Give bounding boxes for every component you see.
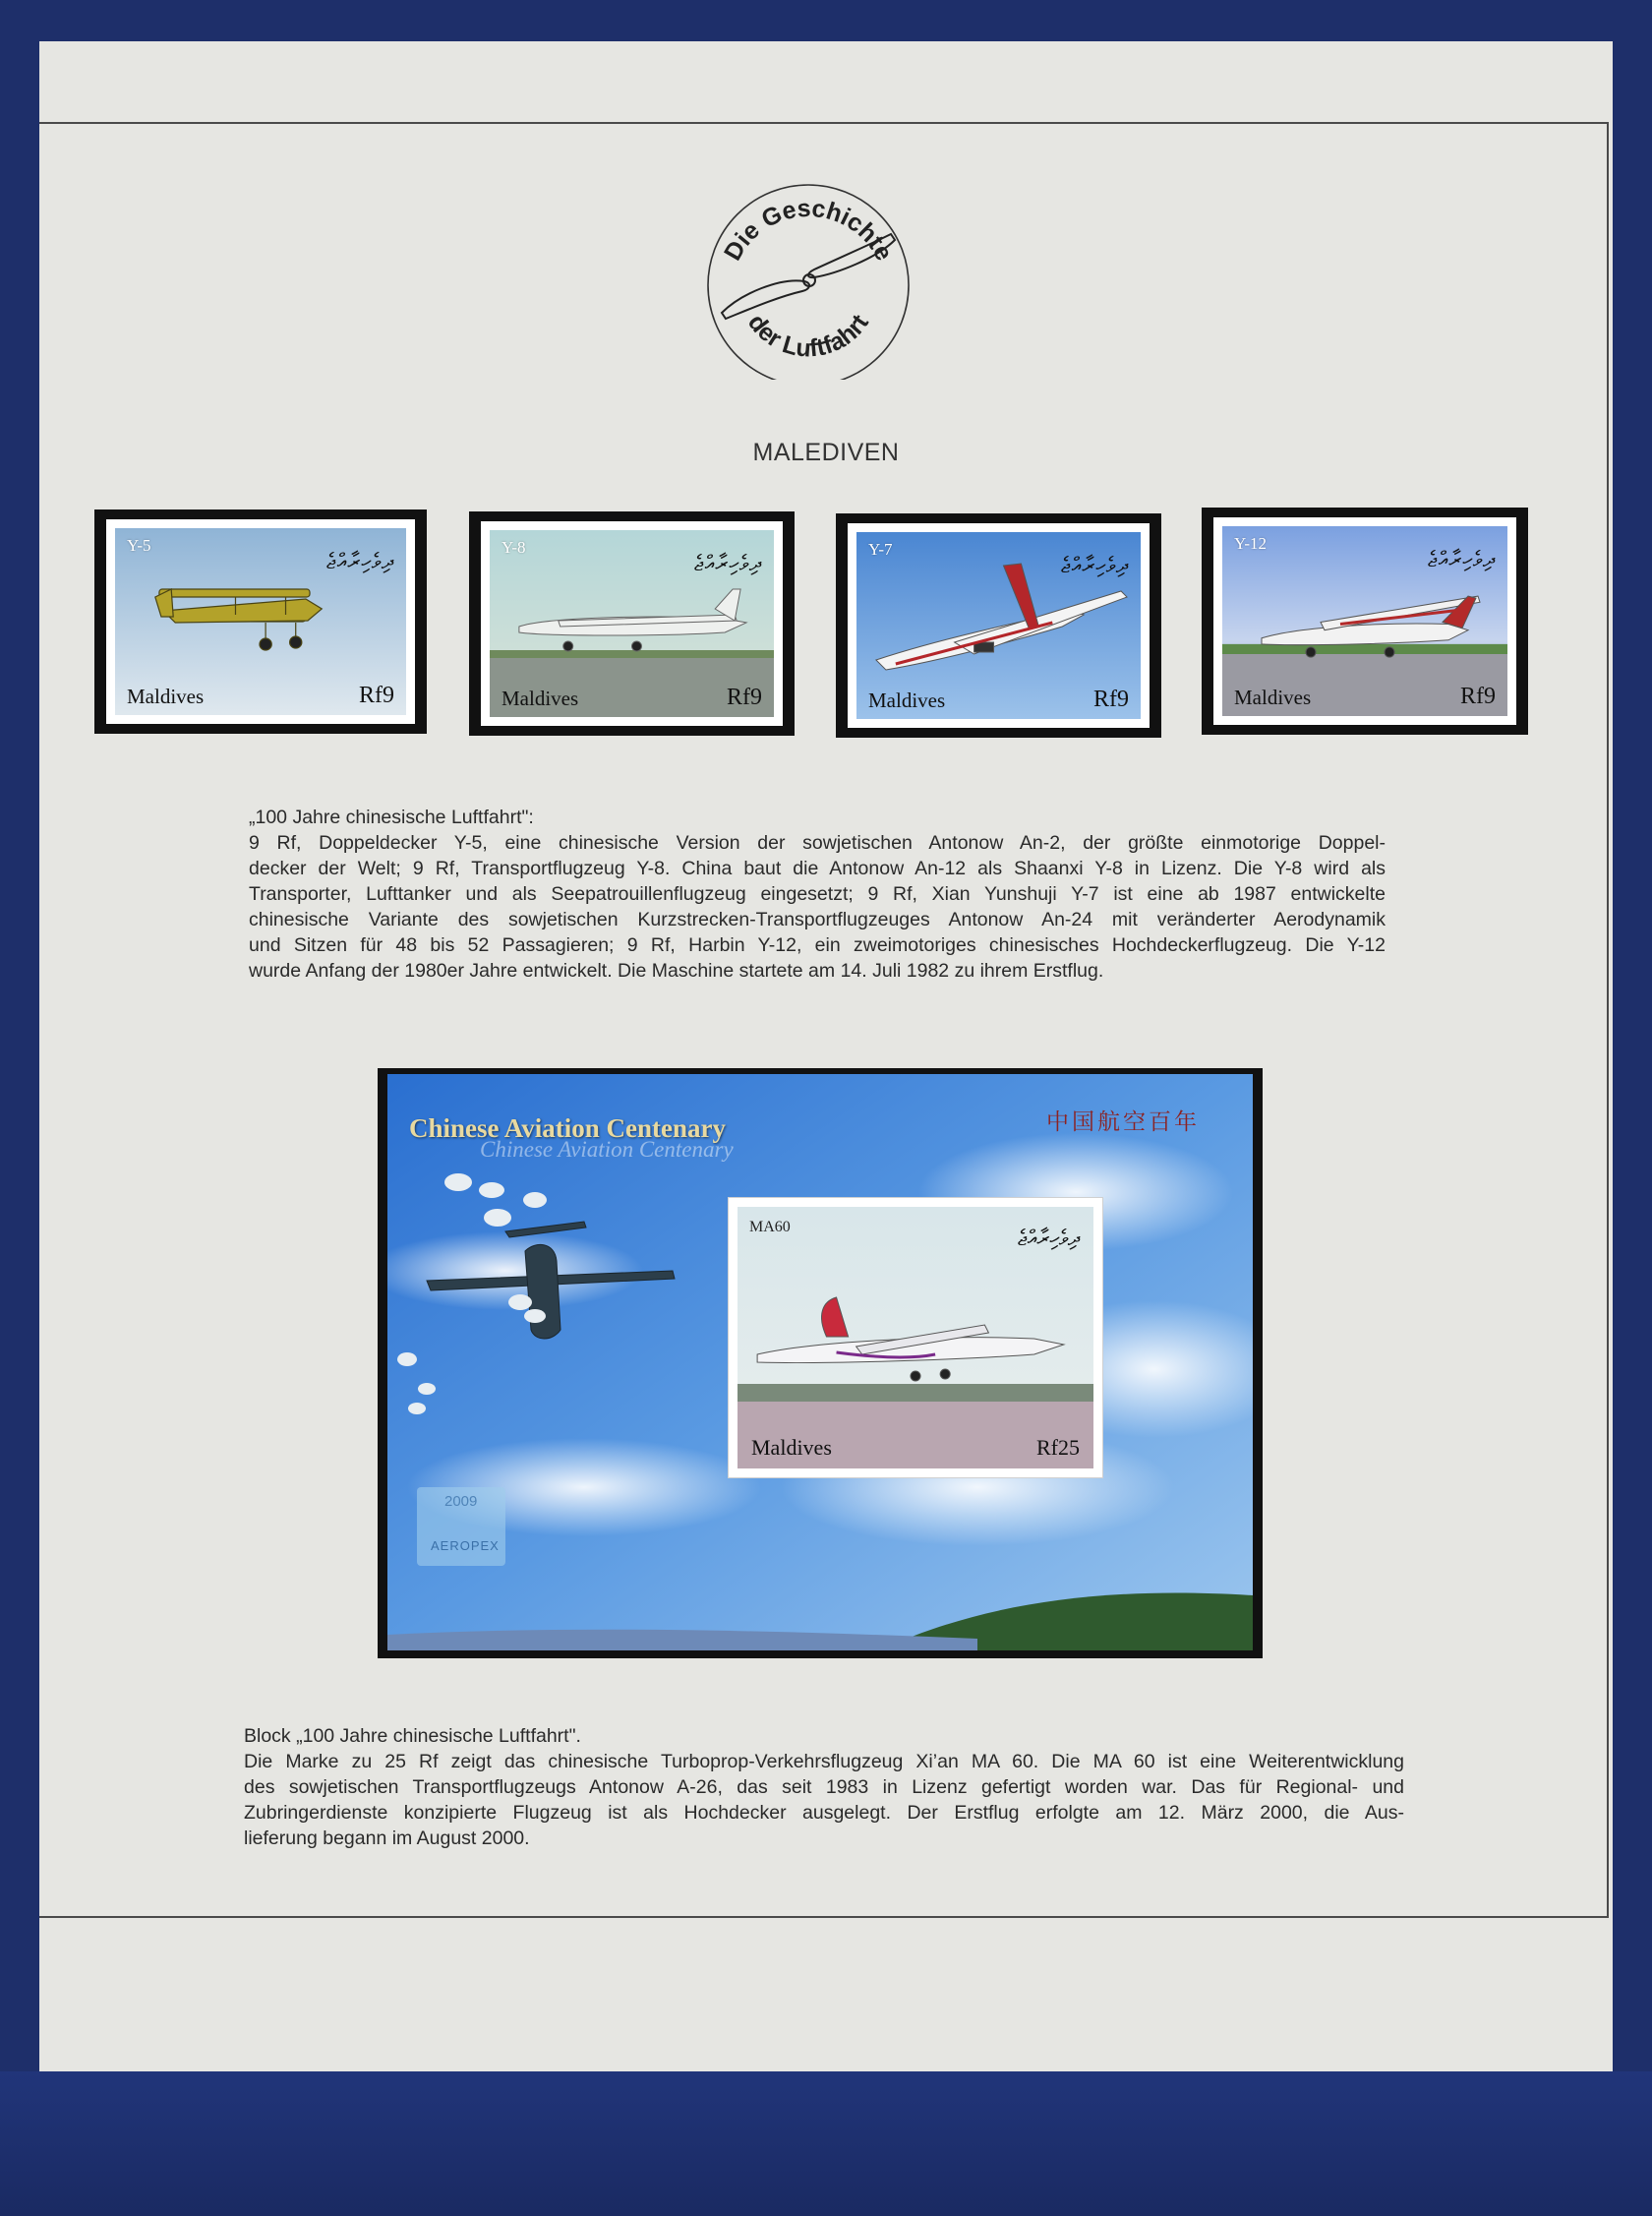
stamp-country: Maldives (751, 1435, 832, 1460)
stamp-image (1222, 526, 1507, 716)
stamp-y12 (1213, 517, 1516, 725)
stamp-country-script: ދިވެހިރާއްޖެ (1060, 554, 1129, 578)
stamp-country: Maldives (127, 685, 205, 708)
stamp-value: Rf9 (727, 685, 762, 710)
stamp-country-script: ދިވެހިރާއްޖެ (325, 550, 394, 574)
stamp-code: MA60 (749, 1219, 791, 1235)
stamp-image (738, 1207, 1093, 1468)
sheet-chinese-title: 中国航空百年 (1046, 1109, 1200, 1135)
stamp-image (856, 532, 1141, 719)
stamp-y7 (848, 523, 1150, 728)
description-line: Die Marke zu 25 Rf zeigt das chinesische Turboprop-Verkehrsflugzeug Xi’an MA 60. Die MA 60 ist eine Weiterentwicklung (244, 1751, 1404, 1772)
stamp-country-script: ދިވެހިރާއްޖެ (1427, 548, 1496, 572)
description-line: Transporter, Lufttanker und als Seepatrouillenflugzeug eingesetzt; 9 Rf, Xian Yunshuji Y-7 ist eine ab 1987 entwickelte (249, 883, 1386, 905)
stamp-mount (1202, 508, 1528, 735)
stamp-value: Rf9 (1093, 687, 1129, 712)
description-line: chinesische Variante des sowjetischen Kurzstrecken-Transportflugzeuges Antonow An-24 mit veränderter Aerodynamik (249, 909, 1386, 930)
emblem-bottom-text: der Luftfahrt (742, 309, 874, 363)
description-line: und Sitzen für 48 bis 52 Passagieren; 9 Rf, Harbin Y-12, ein zweimotoriges chinesisches Hochdeckerflugzeug. Die Y-12 (249, 934, 1386, 956)
description-line: lieferung begann im August 2000. (244, 1827, 530, 1849)
stamp-value: Rf9 (359, 683, 394, 708)
stamp-code: Y-5 (127, 536, 151, 555)
souvenir-sheet-mount (378, 1068, 1263, 1658)
country-heading: MALEDIVEN (752, 439, 900, 466)
description-line: decker der Welt; 9 Rf, Transportflugzeug Y-8. China baut die Antonow An-12 als Shaanxi Y-8 in Lizenz. Die Y-8 wird als (249, 858, 1386, 879)
binder-cover-edge (0, 2071, 1652, 2216)
aeropex-name: AEROPEX (431, 1538, 500, 1553)
stamp-country-script: ދިވެހިރާއްޖެ (1017, 1227, 1080, 1251)
stamp-image (490, 530, 774, 717)
souvenir-sheet (387, 1074, 1253, 1650)
stamp-mount (469, 511, 795, 736)
sheet-title: Chinese Aviation Centenary (409, 1113, 726, 1143)
stamp-ma60 (729, 1198, 1102, 1477)
emblem-top-text: Die Geschichte (718, 194, 899, 266)
sheet-title-echo: Chinese Aviation Centenary (480, 1137, 734, 1162)
description-stamp-set (249, 805, 1386, 984)
stamp-code: Y-12 (1234, 534, 1268, 553)
description-line: wurde Anfang der 1980er Jahre entwickelt. Die Maschine startete am 14. Juli 1982 zu ihrem Erstflug. (249, 960, 1104, 982)
aeropex-year: 2009 (444, 1493, 478, 1510)
stamp-code: Y-8 (502, 538, 526, 557)
stamp-y8 (481, 521, 783, 726)
stamp-country-script: ދިވެހިރާއްޖެ (693, 552, 762, 576)
history-of-aviation-emblem (702, 183, 914, 380)
description-line: Zubringerdienste konzipierte Flugzeug ist als Hochdecker ausgelegt. Der Erstflug erfolgte am 12. März 2000, die Aus- (244, 1802, 1404, 1824)
description-line: „100 Jahre chinesische Luftfahrt": (249, 807, 534, 828)
stamp-country: Maldives (868, 689, 946, 712)
description-souvenir-sheet (244, 1723, 1404, 1851)
stamp-value: Rf25 (1036, 1435, 1080, 1460)
stamp-code: Y-7 (868, 540, 893, 559)
description-line: Block „100 Jahre chinesische Luftfahrt". (244, 1725, 581, 1747)
description-line: 9 Rf, Doppeldecker Y-5, eine chinesische Version der sowjetischen Antonow An-2, der größte einmotorige Doppel- (249, 832, 1386, 854)
description-line: des sowjetischen Transportflugzeugs Antonow A-26, das seit 1983 in Lizenz gefertigt worden war. Das für Regional- und (244, 1776, 1404, 1798)
stamp-mount (836, 513, 1161, 738)
aeropex-logo (417, 1487, 505, 1566)
stamp-value: Rf9 (1460, 684, 1496, 709)
stamp-country: Maldives (1234, 686, 1312, 709)
stamp-y5 (106, 519, 415, 724)
stamp-country: Maldives (502, 687, 579, 710)
stamp-mount (94, 509, 427, 734)
stamp-image (115, 528, 406, 715)
